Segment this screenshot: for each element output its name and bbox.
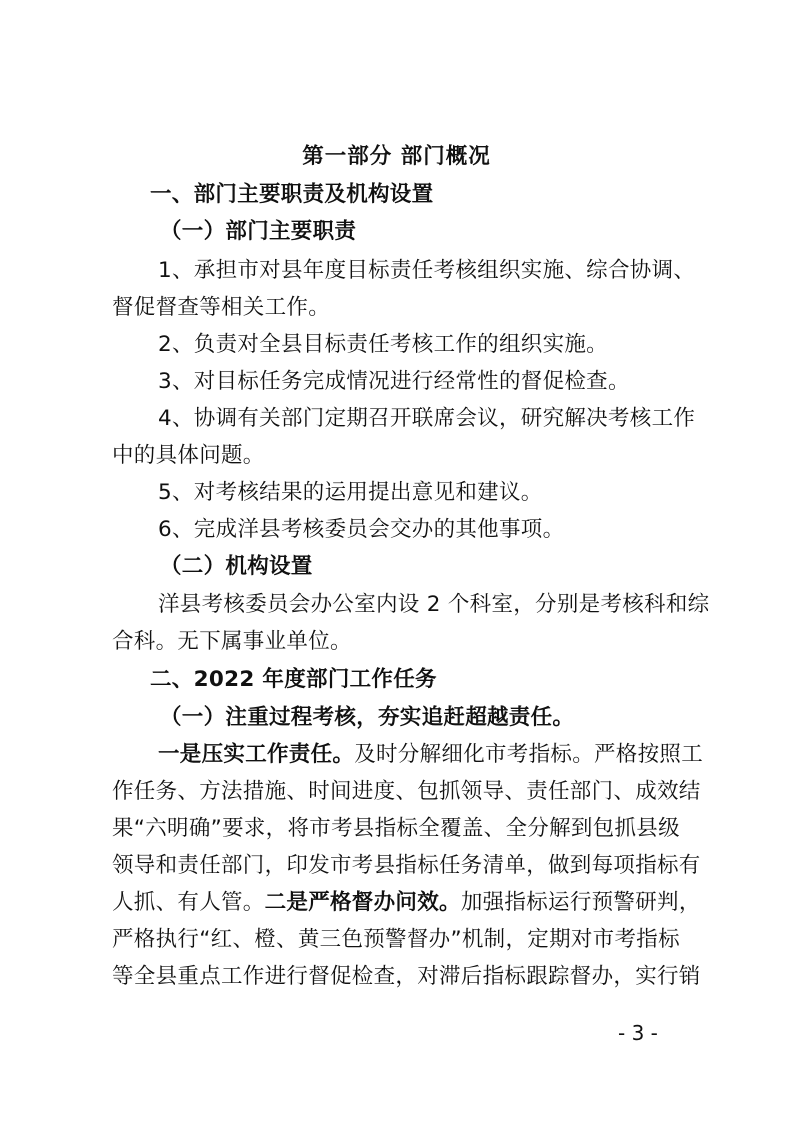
- paragraph-line: [112, 888, 701, 918]
- paragraph-line: [158, 740, 718, 770]
- paragraph-line: 6、完成洋县考核委员会交办的其他事项。: [158, 517, 565, 542]
- paragraph-line: 2、负责对全县目标责任考核工作的组织实施。: [158, 332, 608, 357]
- section-heading-1: 一、部门主要职责及机构设置: [150, 182, 434, 207]
- paragraph-line: 严格执行“红、橙、黄三色预警督办”机制，定期对市考指标: [112, 927, 680, 952]
- paragraph-line: 3、对目标任务完成情况进行经常性的督促检查。: [158, 369, 630, 394]
- text-run: 人抓、有人管。: [112, 890, 265, 915]
- subsection-heading-structure: （二）机构设置: [160, 554, 313, 579]
- bold-lead: 二是严格督办问效。: [264, 890, 461, 915]
- paragraph-line: 领导和责任部门，印发市考县指标任务清单，做到每项指标有: [112, 853, 701, 878]
- paragraph-line: 4、协调有关部门定期召开联席会议，研究解决考核工作: [158, 406, 696, 431]
- subsection-heading-process: （一）注重过程考核，夯实追赶超越责任。: [160, 705, 575, 730]
- paragraph-line: 作任务、方法措施、时间进度、包抓领导、责任部门、成效结: [112, 779, 701, 804]
- paragraph-line: 5、对考核结果的运用提出意见和建议。: [158, 480, 543, 505]
- section-heading-2: 二、2022 年度部门工作任务: [150, 667, 437, 692]
- paragraph-line: 中的具体问题。: [112, 443, 265, 468]
- paragraph-line: 果“六明确”要求，将市考县指标全覆盖、全分解到包抓县级: [112, 816, 680, 841]
- paragraph-line: 等全县重点工作进行督促检查，对滞后指标跟踪督办，实行销: [112, 964, 701, 989]
- paragraph-line: 1、承担市对县年度目标责任考核组织实施、综合协调、: [158, 258, 696, 283]
- paragraph-line: 督促督查等相关工作。: [112, 295, 331, 320]
- text-run: 及时分解细化市考指标。严格按照工: [354, 742, 704, 767]
- bold-lead: 一是压实工作责任。: [158, 742, 355, 767]
- paragraph-line: 洋县考核委员会办公室内设 2 个科室，分别是考核科和综: [158, 592, 710, 617]
- page-title: 第一部分 部门概况: [302, 144, 491, 169]
- text-run: 加强指标运行预警研判，: [460, 890, 701, 915]
- subsection-heading-duties: （一）部门主要职责: [160, 219, 357, 244]
- page-number: - 3 -: [618, 1021, 658, 1045]
- paragraph-line: 合科。无下属事业单位。: [112, 629, 352, 654]
